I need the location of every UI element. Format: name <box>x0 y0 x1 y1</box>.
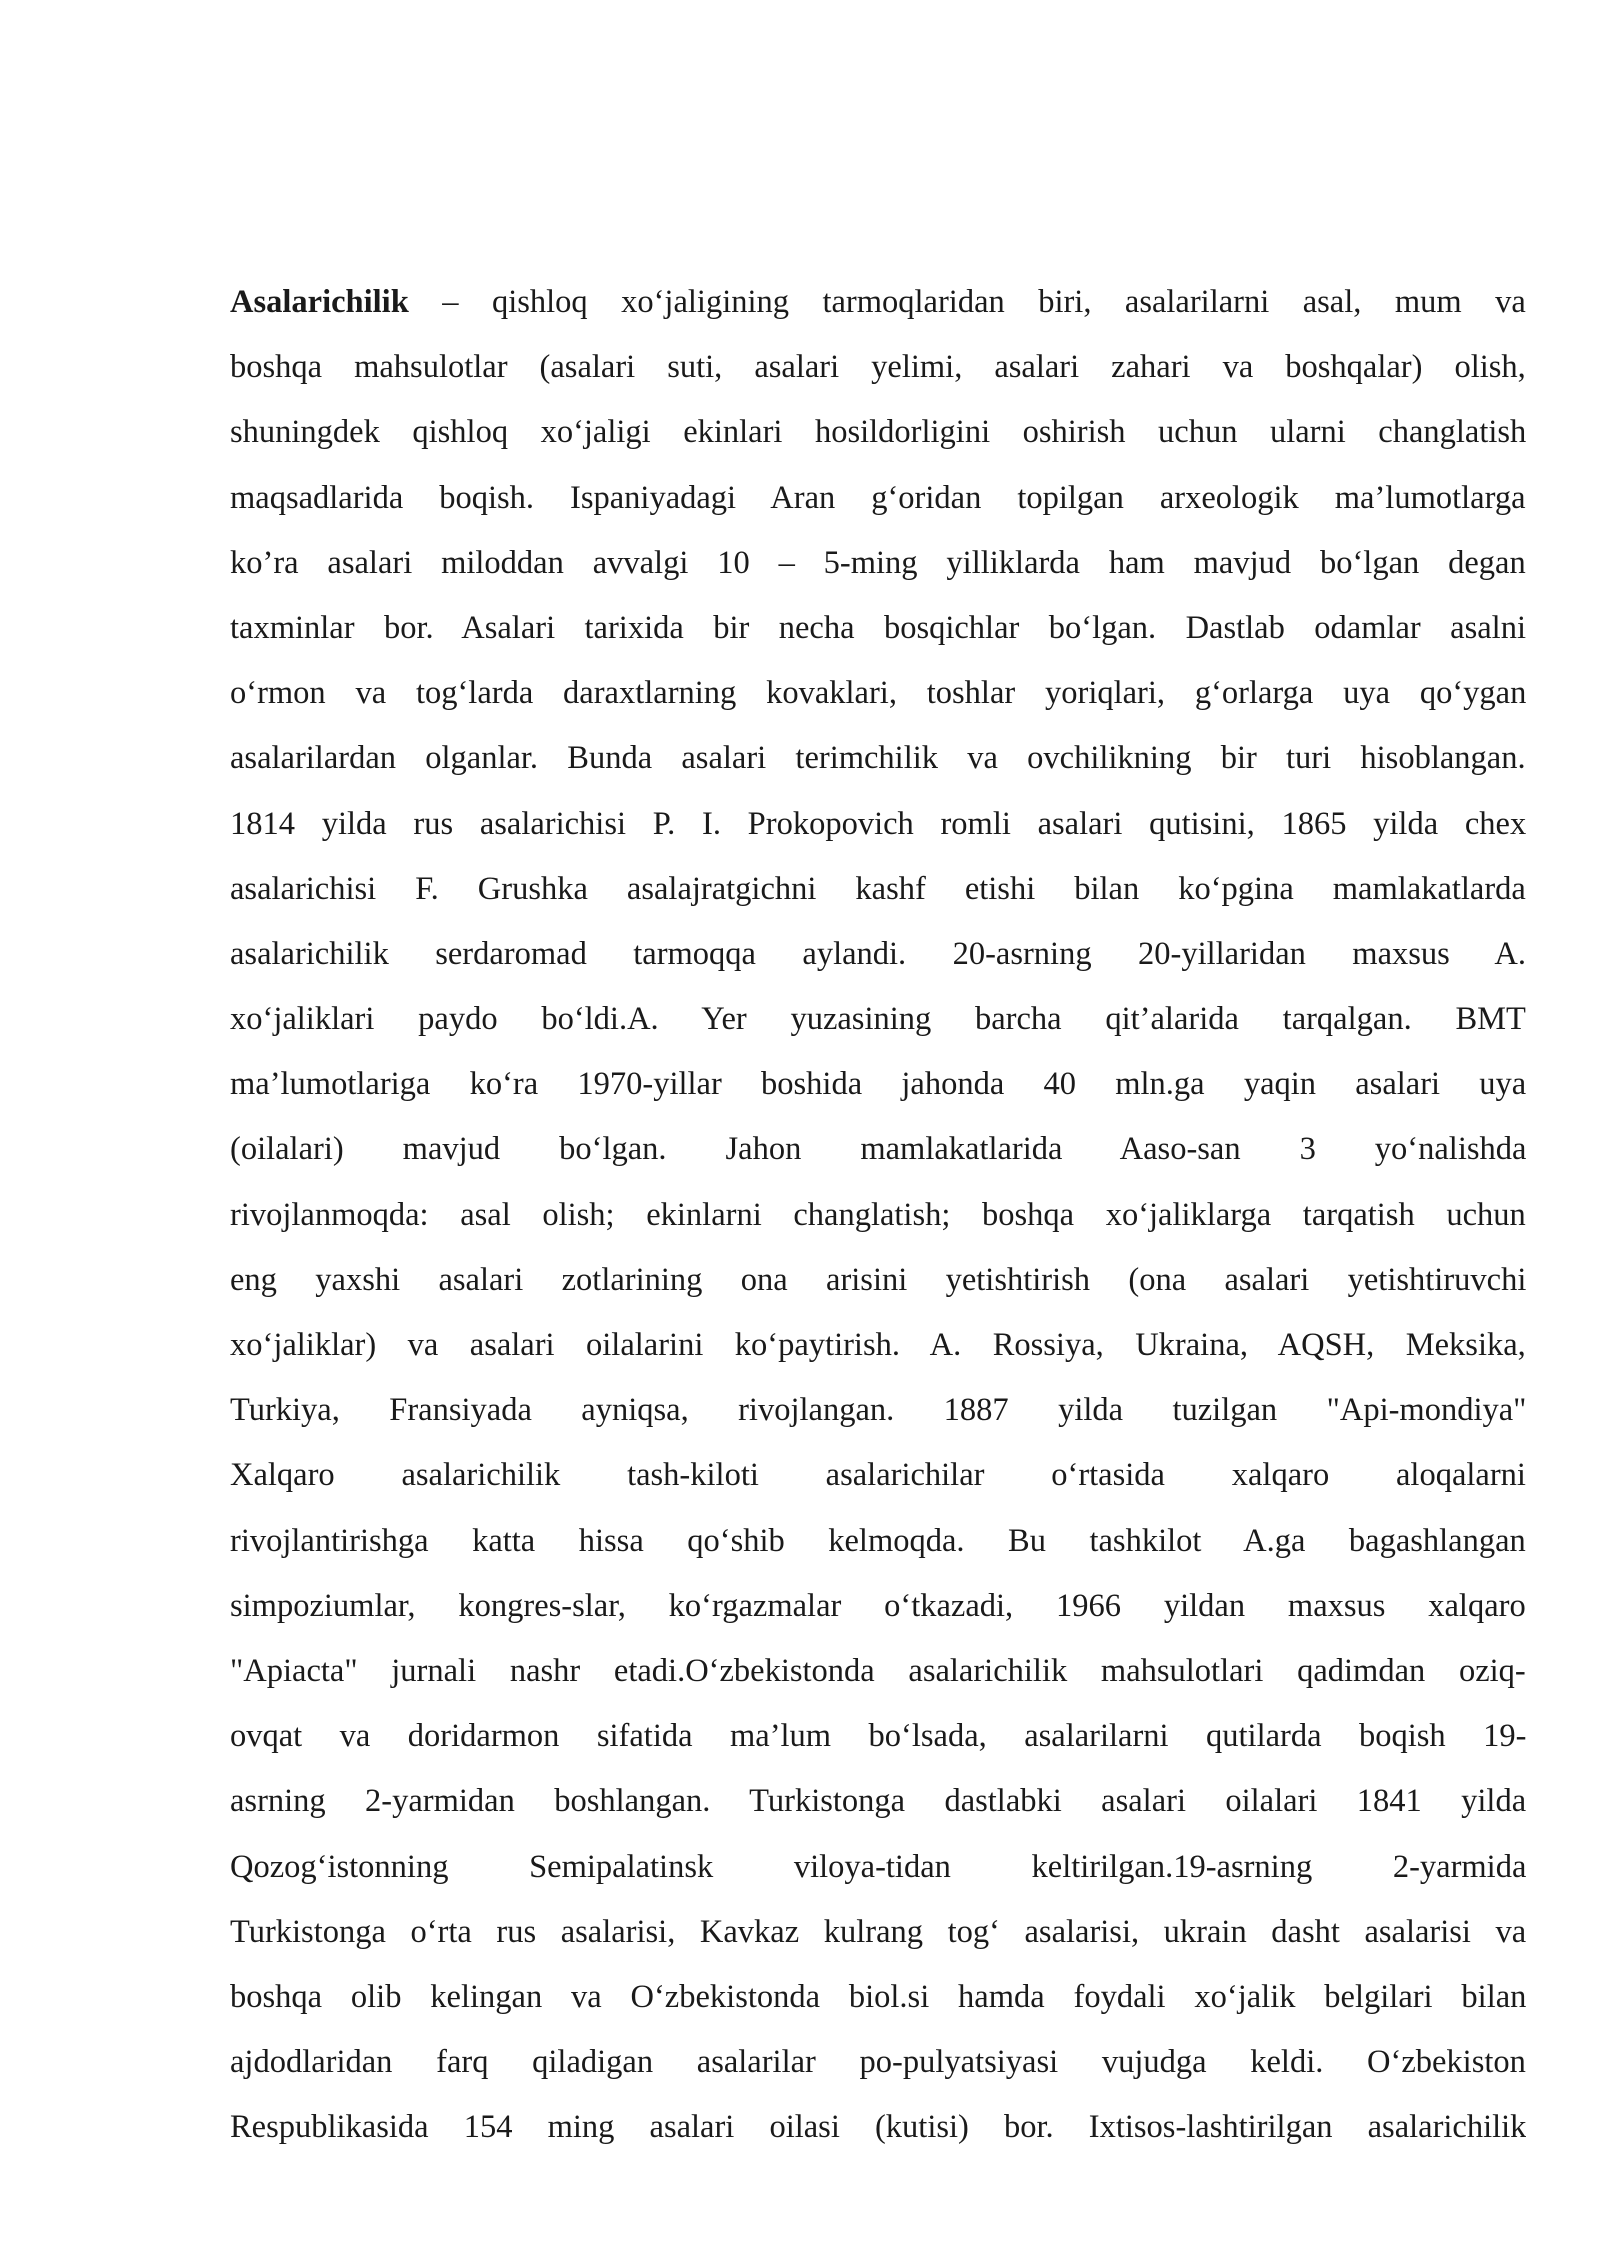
text-line: Xalqaro asalarichilik tash-kiloti asalarichilar o‘rtasida xalqaro aloqalarni <box>230 1457 1526 1494</box>
text-line: Turkiya, Fransiyada ayniqsa, rivojlangan. 1887 yilda tuzilgan "Api-mondiya" <box>230 1392 1526 1429</box>
text-line: maqsadlarida boqish. Ispaniyadagi Aran g‘oridan topilgan arxeologik ma’lumotlarga <box>230 479 1526 516</box>
text-line <box>230 270 1526 335</box>
text-line: eng yaxshi asalari zotlarining ona arisini yetishtirish (ona asalari yetishtiruvchi <box>230 1261 1526 1298</box>
text-line: Qozog‘istonning Semipalatinsk viloya-tidan keltirilgan.19-asrning 2-yarmida <box>230 1848 1526 1885</box>
text-line: rivojlantirishga katta hissa qo‘shib kelmoqda. Bu tashkilot A.ga bagashlangan <box>230 1522 1526 1559</box>
text-line: rivojlanmoqda: asal olish; ekinlarni changlatish; boshqa xo‘jaliklarga tarqatish uchun <box>230 1196 1526 1233</box>
text-line: asalarilardan olganlar. Bunda asalari terimchilik va ovchilikning bir turi hisoblangan. <box>230 740 1526 777</box>
text-line: taxminlar bor. Asalari tarixida bir necha bosqichlar bo‘lgan. Dastlab odamlar asalni <box>230 609 1526 646</box>
text-line: xo‘jaliklari paydo bo‘ldi.A. Yer yuzasining barcha qit’alarida tarqalgan. BMT <box>230 1001 1526 1038</box>
text-line: ko’ra asalari miloddan avvalgi 10 – 5-ming yilliklarda ham mavjud bo‘lgan degan <box>230 544 1526 581</box>
text-line: Respublikasida 154 ming asalari oilasi (kutisi) bor. Ixtisos-lashtirilgan asalarichilik <box>230 2109 1526 2146</box>
text-line: shuningdek qishloq xo‘jaligi ekinlari hosildorligini oshirish uchun ularni changlatish <box>230 414 1526 451</box>
text-line: 1814 yilda rus asalarichisi P. I. Prokopovich romli asalari qutisini, 1865 yilda chex <box>230 805 1526 842</box>
text-line: ajdodlaridan farq qiladigan asalarilar po-pulyatsiyasi vujudga keldi. O‘zbekiston <box>230 2044 1526 2081</box>
text-line: o‘rmon va tog‘larda daraxtlarning kovaklari, toshlar yoriqlari, g‘orlarga uya qo‘ygan <box>230 675 1526 712</box>
text-line: (oilalari) mavjud bo‘lgan. Jahon mamlakatlarida Aaso-san 3 yo‘nalishda <box>230 1131 1526 1168</box>
text-line: ma’lumotlariga ko‘ra 1970-yillar boshida jahonda 40 mln.ga yaqin asalari uya <box>230 1066 1526 1103</box>
text-line: boshqa mahsulotlar (asalari suti, asalari yelimi, asalari zahari va boshqalar) olish, <box>230 349 1526 386</box>
text-line: ovqat va doridarmon sifatida ma’lum bo‘lsada, asalarilarni qutilarda boqish 19- <box>230 1718 1526 1755</box>
text-line: asalarichilik serdaromad tarmoqqa aylandi. 20-asrning 20-yillaridan maxsus A. <box>230 935 1526 972</box>
text-line: asrning 2-yarmidan boshlangan. Turkistonga dastlabki asalari oilalari 1841 yilda <box>230 1783 1526 1820</box>
text-line-content: – qishloq xo‘jaligining tarmoqlaridan biri, asalarilarni asal, mum va <box>408 284 1526 320</box>
article-body <box>230 270 1526 2160</box>
article-term: Asalarichilik <box>230 284 409 320</box>
text-line: simpoziumlar, kongres-slar, ko‘rgazmalar o‘tkazadi, 1966 yildan maxsus xalqaro <box>230 1587 1526 1624</box>
text-line: Turkistonga o‘rta rus asalarisi, Kavkaz kulrang tog‘ asalarisi, ukrain dasht asalarisi va <box>230 1913 1526 1950</box>
text-line: "Apiacta" jurnali nashr etadi.O‘zbekistonda asalarichilik mahsulotlari qadimdan oziq- <box>230 1652 1526 1689</box>
text-line: xo‘jaliklar) va asalari oilalarini ko‘paytirish. A. Rossiya, Ukraina, AQSH, Meksika, <box>230 1327 1526 1363</box>
text-line: asalarichisi F. Grushka asalajratgichni kashf etishi bilan ko‘pgina mamlakatlarda <box>230 870 1526 907</box>
text-line: boshqa olib kelingan va O‘zbekistonda biol.si hamda foydali xo‘jalik belgilari bilan <box>230 1978 1526 2015</box>
